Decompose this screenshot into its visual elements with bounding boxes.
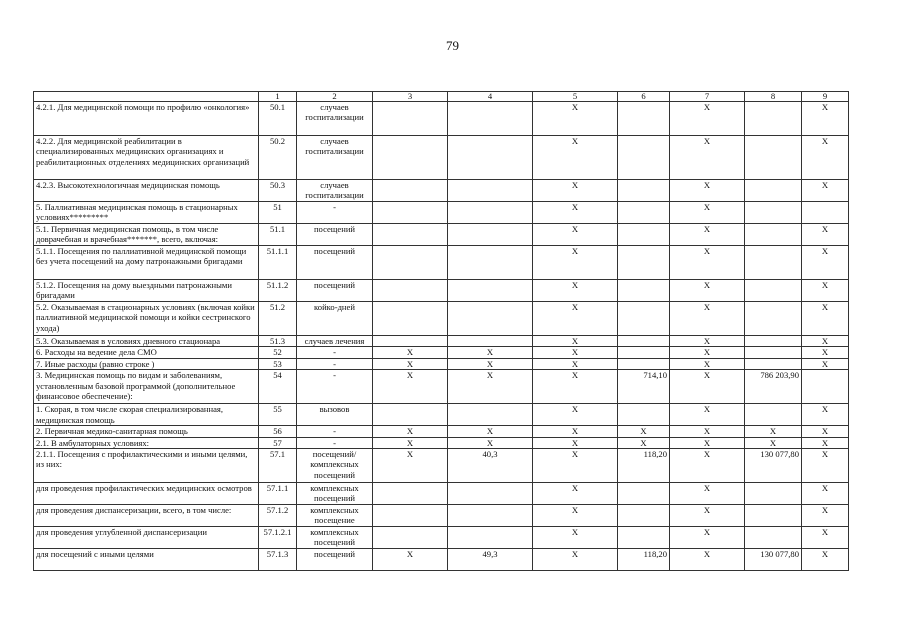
value-cell — [448, 527, 533, 549]
row-unit: - — [297, 202, 373, 224]
row-unit: посещений — [297, 246, 373, 280]
value-cell — [745, 336, 802, 347]
table-cell — [802, 370, 849, 404]
table-cell: X — [533, 180, 618, 202]
row-label: 5.2. Оказываемая в стационарных условиях (включая койки паллиативной медицинской помощи и койки сестринского ухода) — [34, 302, 259, 336]
table-cell: X — [670, 202, 745, 224]
value-cell — [745, 483, 802, 505]
table-row — [34, 370, 849, 404]
row-label: 4.2.2. Для медицинской реабилитации в специализированных медицинских организациях и реабилитационных отделениях медицинских организаций — [34, 136, 259, 180]
header-row — [34, 92, 849, 102]
table-cell — [373, 180, 448, 202]
table-cell: X — [533, 336, 618, 347]
table-cell — [373, 404, 448, 426]
table-cell — [373, 280, 448, 302]
table-cell — [373, 527, 448, 549]
row-code: 50.3 — [259, 180, 297, 202]
table-cell: X — [533, 505, 618, 527]
row-label: 5.3. Оказываемая в условиях дневного стационара — [34, 336, 259, 347]
row-code: 51 — [259, 202, 297, 224]
table-row — [34, 347, 849, 358]
value-cell — [618, 404, 670, 426]
table-cell — [373, 246, 448, 280]
value-cell: X — [448, 370, 533, 404]
table-cell: X — [533, 483, 618, 505]
table-row — [34, 449, 849, 483]
row-code: 57.1.1 — [259, 483, 297, 505]
row-label: 2. Первичная медико-санитарная помощь — [34, 426, 259, 437]
table-cell: X — [533, 527, 618, 549]
table-cell: X — [670, 358, 745, 369]
table-row — [34, 483, 849, 505]
row-code: 50.1 — [259, 102, 297, 136]
value-cell — [448, 280, 533, 302]
value-cell — [448, 505, 533, 527]
table-cell: X — [533, 202, 618, 224]
row-label: для проведения углубленной диспансеризации — [34, 527, 259, 549]
row-code: 57.1.3 — [259, 549, 297, 571]
table-cell: X — [670, 336, 745, 347]
table-cell: X — [802, 426, 849, 437]
table-row — [34, 358, 849, 369]
row-code: 50.2 — [259, 136, 297, 180]
value-cell — [448, 180, 533, 202]
table-row — [34, 549, 849, 571]
row-unit: вызовов — [297, 404, 373, 426]
table-cell: X — [533, 358, 618, 369]
row-code: 57.1 — [259, 449, 297, 483]
row-label: 5.1.1. Посещения по паллиативной медицинской помощи без учета посещений на дому патронажными бригадами — [34, 246, 259, 280]
value-cell: X — [448, 437, 533, 448]
row-code: 55 — [259, 404, 297, 426]
row-label: 5.1.2. Посещения на дому выездными патронажными бригадами — [34, 280, 259, 302]
table-cell — [373, 224, 448, 246]
row-unit: посещений — [297, 549, 373, 571]
table-cell — [373, 102, 448, 136]
header-cell: 1 — [259, 92, 297, 102]
value-cell — [618, 102, 670, 136]
value-cell: 40,3 — [448, 449, 533, 483]
table-cell: X — [670, 224, 745, 246]
table-cell: X — [802, 483, 849, 505]
value-cell — [618, 180, 670, 202]
value-cell — [618, 527, 670, 549]
table-row — [34, 280, 849, 302]
row-label: 4.2.3. Высокотехнологичная медицинская помощь — [34, 180, 259, 202]
table-row — [34, 527, 849, 549]
row-unit: - — [297, 426, 373, 437]
row-unit: комплексных посещений — [297, 527, 373, 549]
table-cell: X — [802, 404, 849, 426]
value-cell: X — [745, 426, 802, 437]
value-cell — [448, 246, 533, 280]
table-cell: X — [670, 437, 745, 448]
table-cell: X — [802, 102, 849, 136]
financial-table — [33, 91, 849, 571]
table-cell — [373, 505, 448, 527]
table-cell: X — [802, 549, 849, 571]
value-cell — [448, 302, 533, 336]
value-cell — [745, 280, 802, 302]
value-cell: X — [618, 426, 670, 437]
value-cell — [448, 102, 533, 136]
table-cell: X — [670, 370, 745, 404]
value-cell: X — [448, 347, 533, 358]
table-cell: X — [670, 549, 745, 571]
page-number: 79 — [446, 38, 459, 53]
header-cell: 3 — [373, 92, 448, 102]
table-cell: X — [670, 527, 745, 549]
value-cell — [618, 136, 670, 180]
value-cell — [448, 483, 533, 505]
value-cell: 49,3 — [448, 549, 533, 571]
table-cell: X — [802, 437, 849, 448]
table-cell: X — [533, 102, 618, 136]
row-unit: посещений — [297, 280, 373, 302]
row-unit: посещений — [297, 224, 373, 246]
value-cell — [745, 180, 802, 202]
table-cell — [373, 483, 448, 505]
row-unit: - — [297, 437, 373, 448]
value-cell: X — [448, 426, 533, 437]
value-cell — [618, 358, 670, 369]
row-unit: случаев госпитализации — [297, 136, 373, 180]
table-cell — [373, 136, 448, 180]
table-cell: X — [670, 505, 745, 527]
header-cell: 2 — [297, 92, 373, 102]
table-cell: X — [533, 246, 618, 280]
table-cell: X — [670, 449, 745, 483]
table-cell: X — [373, 347, 448, 358]
table-cell: X — [533, 302, 618, 336]
table-cell: X — [533, 370, 618, 404]
row-code: 57.1.2.1 — [259, 527, 297, 549]
value-cell — [448, 136, 533, 180]
row-code: 57.1.2 — [259, 505, 297, 527]
table-cell: X — [802, 347, 849, 358]
table-cell: X — [533, 549, 618, 571]
row-label: 7. Иные расходы (равно строке ) — [34, 358, 259, 369]
value-cell — [618, 483, 670, 505]
row-code: 51.1 — [259, 224, 297, 246]
table-row — [34, 224, 849, 246]
value-cell — [618, 202, 670, 224]
table-cell: X — [802, 180, 849, 202]
value-cell — [745, 246, 802, 280]
value-cell: 786 203,90 — [745, 370, 802, 404]
table-cell: X — [670, 483, 745, 505]
table-cell: X — [802, 280, 849, 302]
row-unit: - — [297, 370, 373, 404]
value-cell: X — [618, 437, 670, 448]
table-cell: X — [670, 404, 745, 426]
value-cell — [618, 336, 670, 347]
table-cell: X — [802, 358, 849, 369]
value-cell — [745, 302, 802, 336]
header-cell: 7 — [670, 92, 745, 102]
table-cell: X — [670, 426, 745, 437]
row-code: 51.2 — [259, 302, 297, 336]
row-code: 51.1.2 — [259, 280, 297, 302]
table-cell — [373, 202, 448, 224]
row-code: 51.3 — [259, 336, 297, 347]
value-cell: X — [448, 358, 533, 369]
value-cell — [745, 102, 802, 136]
value-cell — [618, 347, 670, 358]
row-label: для проведения диспансеризации, всего, в том числе: — [34, 505, 259, 527]
row-unit: посещений/ комплексных посещений — [297, 449, 373, 483]
table-cell: X — [533, 404, 618, 426]
table-cell — [373, 336, 448, 347]
value-cell: 714,10 — [618, 370, 670, 404]
table-row — [34, 404, 849, 426]
table-row — [34, 336, 849, 347]
row-unit: комплексных посещений — [297, 483, 373, 505]
table-cell: X — [373, 370, 448, 404]
value-cell — [745, 527, 802, 549]
value-cell: 118,20 — [618, 449, 670, 483]
table-cell: X — [533, 136, 618, 180]
row-label: 5. Паллиативная медицинская помощь в стационарных условиях********* — [34, 202, 259, 224]
row-unit: - — [297, 358, 373, 369]
table-cell: X — [670, 302, 745, 336]
header-cell: 4 — [448, 92, 533, 102]
value-cell — [745, 136, 802, 180]
table-cell: X — [802, 336, 849, 347]
table-cell: X — [670, 347, 745, 358]
row-unit: случаев госпитализации — [297, 180, 373, 202]
value-cell: X — [745, 437, 802, 448]
value-cell — [745, 358, 802, 369]
table-cell: X — [670, 102, 745, 136]
value-cell: 130 077,80 — [745, 549, 802, 571]
value-cell — [745, 224, 802, 246]
table-cell: X — [533, 437, 618, 448]
table-row — [34, 505, 849, 527]
value-cell — [618, 505, 670, 527]
row-code: 56 — [259, 426, 297, 437]
table-cell: X — [802, 246, 849, 280]
table-cell: X — [802, 302, 849, 336]
row-label: 1. Скорая, в том числе скорая специализированная, медицинская помощь — [34, 404, 259, 426]
row-code: 51.1.1 — [259, 246, 297, 280]
value-cell — [448, 336, 533, 347]
table-row — [34, 426, 849, 437]
value-cell: 118,20 — [618, 549, 670, 571]
table-cell: X — [802, 224, 849, 246]
table-row — [34, 202, 849, 224]
table-row — [34, 302, 849, 336]
row-unit: комплексных посещение — [297, 505, 373, 527]
table-cell: X — [670, 136, 745, 180]
table-cell: X — [802, 505, 849, 527]
row-label: 5.1. Первичная медицинская помощь, в том числе доврачебная и врачебная*******, всего, включая: — [34, 224, 259, 246]
row-label: 2.1.1. Посещения с профилактическими и иными целями, из них: — [34, 449, 259, 483]
row-label: 4.2.1. Для медицинской помощи по профилю «онкология» — [34, 102, 259, 136]
value-cell — [618, 302, 670, 336]
value-cell — [448, 224, 533, 246]
table-row — [34, 437, 849, 448]
row-unit: койко-дней — [297, 302, 373, 336]
header-cell: 6 — [618, 92, 670, 102]
row-code: 53 — [259, 358, 297, 369]
row-code: 57 — [259, 437, 297, 448]
row-unit: - — [297, 347, 373, 358]
table-cell: X — [373, 426, 448, 437]
table-row — [34, 180, 849, 202]
table-cell — [373, 302, 448, 336]
table-cell: X — [802, 527, 849, 549]
header-cell: 5 — [533, 92, 618, 102]
table-cell: X — [670, 246, 745, 280]
table-cell: X — [533, 426, 618, 437]
table-cell: X — [802, 136, 849, 180]
value-cell — [448, 202, 533, 224]
table-cell: X — [670, 180, 745, 202]
value-cell — [745, 347, 802, 358]
table-cell: X — [373, 437, 448, 448]
table-cell: X — [373, 358, 448, 369]
value-cell: 130 077,80 — [745, 449, 802, 483]
row-label: 2.1. В амбулаторных условиях: — [34, 437, 259, 448]
table-row — [34, 136, 849, 180]
table-cell — [802, 202, 849, 224]
value-cell — [618, 280, 670, 302]
table-body — [34, 92, 849, 571]
table-cell: X — [533, 449, 618, 483]
table-cell: X — [533, 224, 618, 246]
row-code: 54 — [259, 370, 297, 404]
value-cell — [618, 224, 670, 246]
header-cell: 9 — [802, 92, 849, 102]
row-label: для посещений с иными целями — [34, 549, 259, 571]
row-label: 3. Медицинская помощь по видам и заболеваниям, установленным базовой программой (дополнительное финансовое обеспечение): — [34, 370, 259, 404]
table-cell: X — [802, 449, 849, 483]
header-cell: 8 — [745, 92, 802, 102]
value-cell — [745, 404, 802, 426]
table-cell: X — [373, 449, 448, 483]
table-cell: X — [670, 280, 745, 302]
value-cell — [618, 246, 670, 280]
row-label: для проведения профилактических медицинских осмотров — [34, 483, 259, 505]
value-cell — [745, 505, 802, 527]
row-label: 6. Расходы на ведение дела СМО — [34, 347, 259, 358]
value-cell — [448, 404, 533, 426]
table-cell: X — [533, 347, 618, 358]
table-row — [34, 246, 849, 280]
value-cell — [745, 202, 802, 224]
header-cell — [34, 92, 259, 102]
row-unit: случаев госпитализации — [297, 102, 373, 136]
row-code: 52 — [259, 347, 297, 358]
table-cell: X — [533, 280, 618, 302]
table-cell: X — [373, 549, 448, 571]
row-unit: случаев лечения — [297, 336, 373, 347]
table-row — [34, 102, 849, 136]
